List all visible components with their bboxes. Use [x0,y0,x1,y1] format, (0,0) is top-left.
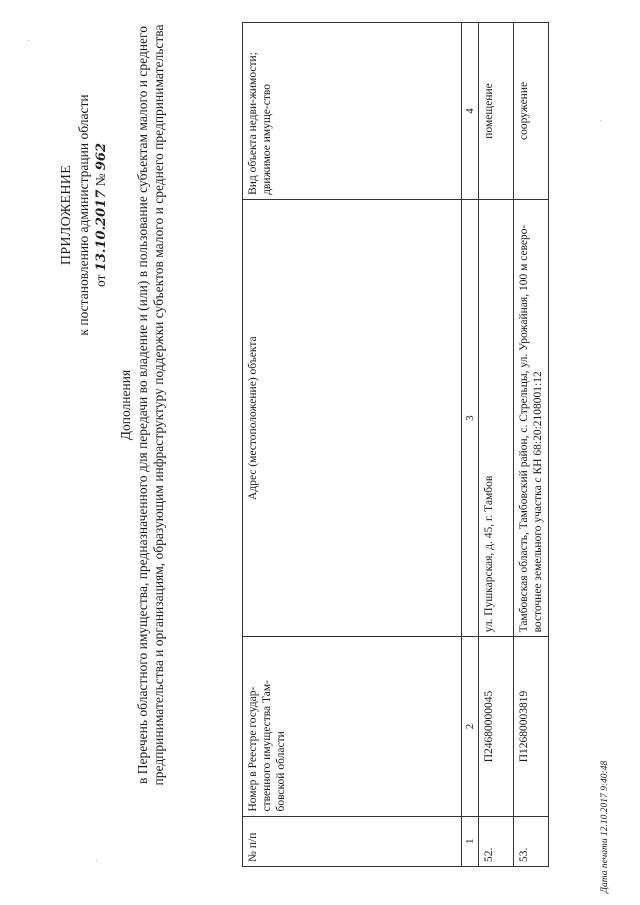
handwritten-date: 13.10.2017 [94,189,109,272]
row-num: 52. [479,816,514,866]
row-address: Тамбовская область, Тамбовский район, с. Стрельцы, ул. Урожайная, 100 м северо-восточнее земельного участка с КН 68:20:2108001:12 [514,199,549,637]
row-type: сооружение [514,23,549,200]
heading-text: в Перечень областного имущества, предназначенного для передачи во владение и (или) в пользование субъектам малого и среднего предпринимательства и организациям, образующим инфраструктуру поддержки субъектов малого и среднего предпринимательства [134,24,166,786]
scan-speck [96,860,97,861]
scan-speck [28,40,29,41]
row-registry: П12680003819 [514,637,549,816]
row-num: 53. [514,816,549,866]
appendix-decree-line: к постановлению администрации области [76,94,91,336]
header-cell-address: Адрес (местоположение) объекта [243,199,462,637]
scan-speck [600,120,601,121]
handwritten-number: 962 [94,142,109,171]
appendix-block [58,85,110,345]
header-cell-registry: Номер в Реестре государ-ственного имущества Там-бовской области [243,637,462,816]
heading-title: Дополнения [118,369,133,441]
header-cell-num: № п/п [243,816,462,866]
appendix-title: ПРИЛОЖЕНИЕ [59,164,74,266]
row-type: помещение [479,23,514,200]
number-sign: № [93,173,108,187]
from-label: от [93,274,108,288]
column-number: 3 [462,199,479,637]
table-row [479,23,514,867]
column-number: 1 [462,816,479,866]
table-header-row [243,23,462,867]
row-address: ул. Пушкарская, д. 45, г. Тамбов [479,199,514,637]
header-cell-type: Вид объекта недви-жимости; движимое имуще-ство [243,23,462,200]
print-date: Дата печати 12.10.2017 9:40:48 [600,760,610,893]
table-row [514,23,549,867]
row-registry: П24680000045 [479,637,514,816]
property-table [242,22,549,867]
appendix-date-line [92,85,110,345]
document-heading [118,15,168,795]
column-number: 4 [462,23,479,200]
column-number: 2 [462,637,479,816]
column-number-row [462,23,479,867]
